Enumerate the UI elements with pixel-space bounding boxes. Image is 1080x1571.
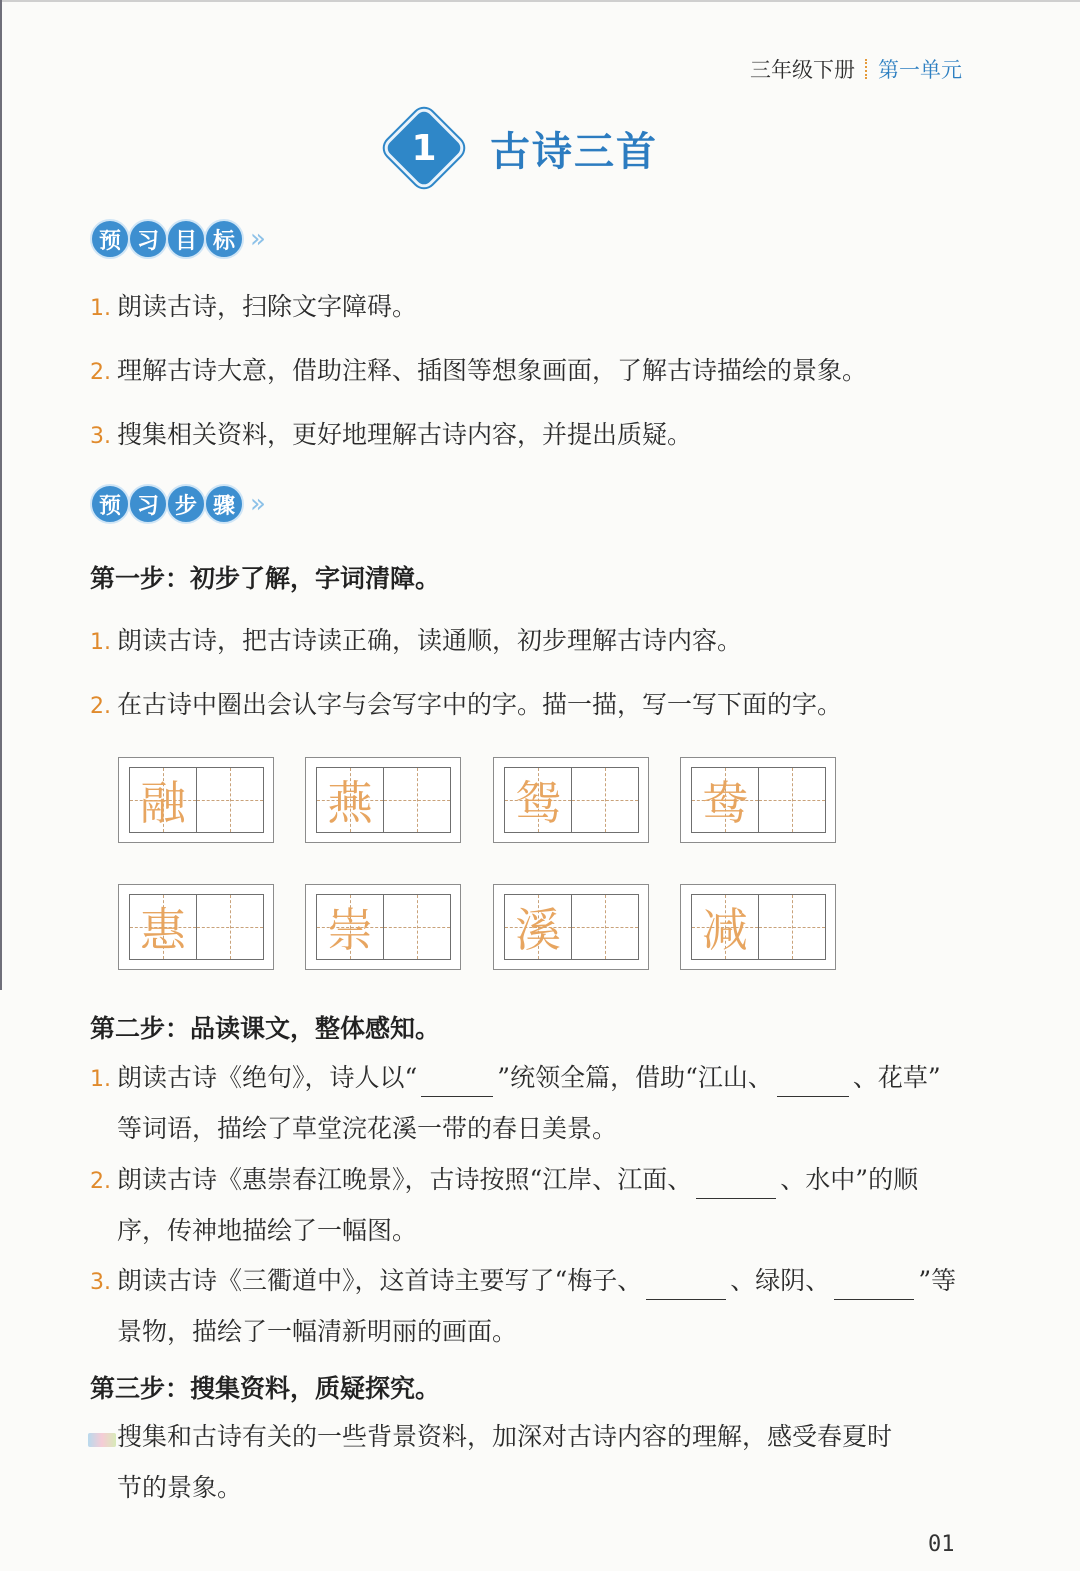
step2-question-3-cont: 景物，描绘了一幅清新明丽的画面。 xyxy=(117,1317,518,1346)
fill-blank[interactable] xyxy=(646,1273,726,1300)
trace-char: 鸳 xyxy=(515,776,561,830)
blank-writing-cell[interactable] xyxy=(571,768,638,832)
grade-label: 三年级下册 xyxy=(750,58,855,82)
badge-char: 步 xyxy=(166,484,206,524)
goal-item: 2. 理解古诗大意，借助注释、插图等想象画面，了解古诗描绘的景象。 xyxy=(90,356,868,385)
trace-char: 减 xyxy=(702,903,748,957)
step2-question-3: 3. 朗读古诗《三衢道中》，这首诗主要写了“梅子、 、绿阴、 ”等 xyxy=(90,1264,956,1300)
fill-blank[interactable] xyxy=(834,1273,914,1300)
lesson-title: 古诗三首 xyxy=(490,128,658,175)
trace-char: 惠 xyxy=(140,903,186,957)
step1-title: 第一步：初步了解，字词清障。 xyxy=(90,564,441,593)
blank-writing-cell[interactable] xyxy=(196,895,263,959)
blank-writing-cell[interactable] xyxy=(571,895,638,959)
fill-blank[interactable] xyxy=(421,1070,493,1097)
blank-writing-cell[interactable] xyxy=(383,768,450,832)
tracing-box[interactable] xyxy=(118,884,274,970)
step2-question-1-cont: 等词语，描绘了草堂浣花溪一带的春日美景。 xyxy=(117,1114,618,1143)
badge-char: 骤 xyxy=(204,484,244,524)
tracing-box[interactable] xyxy=(118,757,274,843)
lesson-title-block xyxy=(386,110,658,186)
goal-item: 1. 朗读古诗，扫除文字障碍。 xyxy=(90,292,418,321)
trace-char: 鸯 xyxy=(702,776,748,830)
trace-char: 燕 xyxy=(327,776,373,830)
lesson-number: 1 xyxy=(411,127,437,169)
fill-blank[interactable] xyxy=(777,1070,849,1097)
double-chevron-icon: » xyxy=(250,489,260,519)
lesson-number-diamond-icon xyxy=(384,108,463,187)
badge-char: 习 xyxy=(128,484,168,524)
tracing-box[interactable] xyxy=(680,884,836,970)
step2-question-2: 2. 朗读古诗《惠崇春江晚景》，古诗按照“江岸、江面、 、水中”的顺 xyxy=(90,1163,918,1199)
badge-char: 预 xyxy=(90,484,130,524)
left-edge-rule xyxy=(0,0,2,990)
step2-title: 第二步：品读课文，整体感知。 xyxy=(90,1014,441,1043)
trace-char: 融 xyxy=(140,776,186,830)
header-divider xyxy=(865,59,868,79)
badge-char: 预 xyxy=(90,219,130,259)
blank-writing-cell[interactable] xyxy=(196,768,263,832)
fill-blank[interactable] xyxy=(696,1172,776,1199)
step3-line1: 搜集和古诗有关的一些背景资料，加深对古诗内容的理解，感受春夏时 xyxy=(117,1422,893,1451)
badge-char: 目 xyxy=(166,219,206,259)
tracing-box[interactable] xyxy=(493,757,649,843)
tracing-box[interactable] xyxy=(493,884,649,970)
step2-question-2-cont: 序，传神地描绘了一幅图。 xyxy=(117,1216,418,1245)
blank-writing-cell[interactable] xyxy=(383,895,450,959)
badge-char: 标 xyxy=(204,219,244,259)
step1-item: 1. 朗读古诗，把古诗读正确，读通顺，初步理解古诗内容。 xyxy=(90,626,743,655)
preview-steps-badge xyxy=(90,484,260,524)
step2-question-1: 1. 朗读古诗《绝句》，诗人以“ ”统领全篇，借助“江山、 、花草” xyxy=(90,1061,941,1097)
small-stamp-icon xyxy=(88,1433,116,1447)
tracing-box[interactable] xyxy=(305,757,461,843)
step3-title: 第三步：搜集资料，质疑探究。 xyxy=(90,1374,441,1403)
page-number: 01 xyxy=(928,1532,955,1557)
top-rule xyxy=(0,0,1080,2)
blank-writing-cell[interactable] xyxy=(758,895,825,959)
double-chevron-icon: » xyxy=(250,224,260,254)
trace-char: 崇 xyxy=(327,903,373,957)
step1-item: 2. 在古诗中圈出会认字与会写字中的字。描一描，写一写下面的字。 xyxy=(90,690,843,719)
tracing-box[interactable] xyxy=(305,884,461,970)
page-header xyxy=(750,54,962,84)
blank-writing-cell[interactable] xyxy=(758,768,825,832)
tracing-box[interactable] xyxy=(680,757,836,843)
goal-item: 3. 搜集相关资料，更好地理解古诗内容，并提出质疑。 xyxy=(90,420,693,449)
trace-char: 溪 xyxy=(515,903,561,957)
preview-goals-badge xyxy=(90,219,260,259)
unit-label: 第一单元 xyxy=(878,58,962,82)
step3-line2: 节的景象。 xyxy=(117,1473,243,1502)
badge-char: 习 xyxy=(128,219,168,259)
